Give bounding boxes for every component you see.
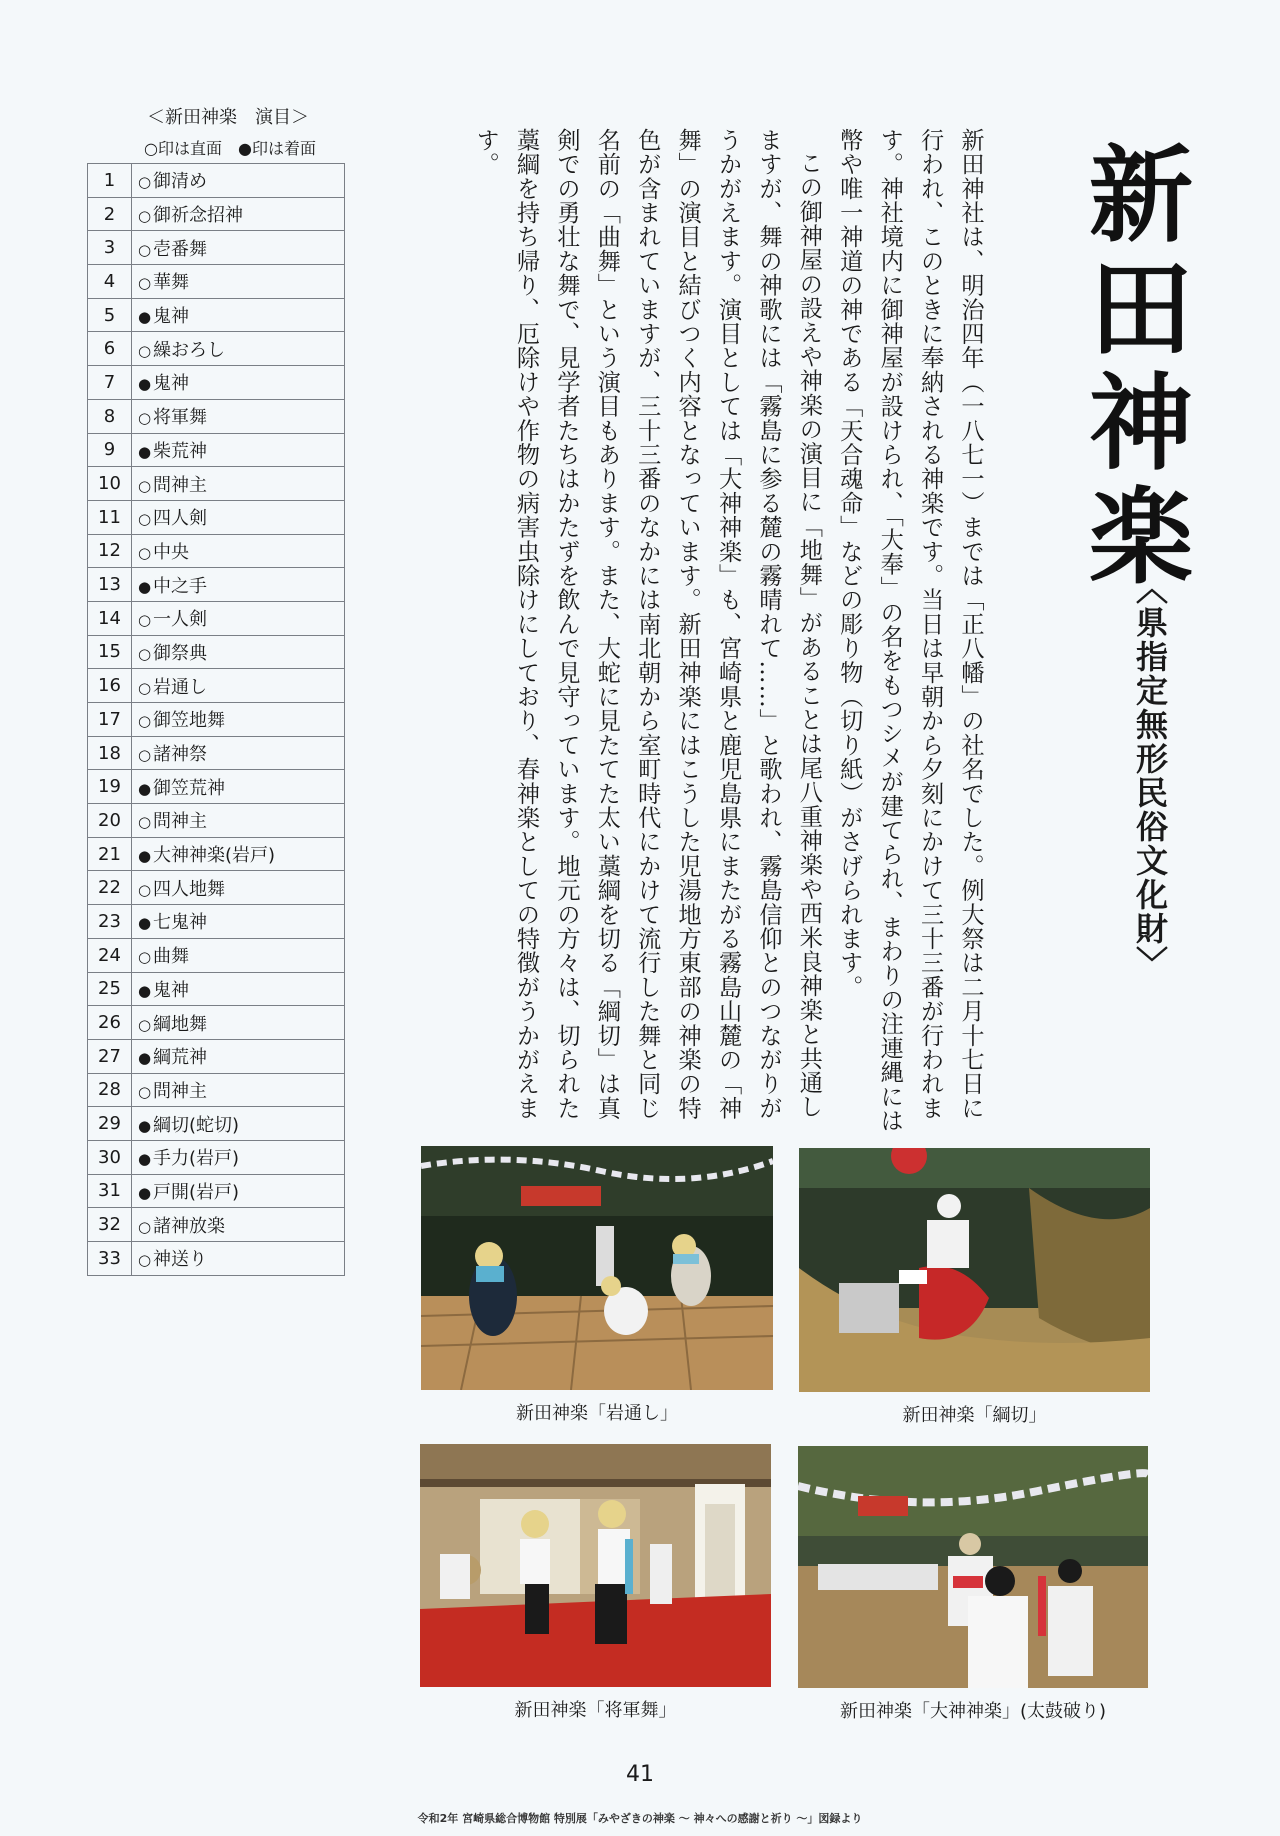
program-name: 手力(岩戸) xyxy=(153,1148,240,1170)
photo-caption: 新田神楽「将軍舞」 xyxy=(514,1700,677,1721)
program-name: 神送り xyxy=(153,1249,207,1271)
table-row xyxy=(88,467,345,501)
program-number: 33 xyxy=(88,1242,132,1276)
masked-mark-icon: ● xyxy=(137,779,152,798)
unmasked-mark-icon: ○ xyxy=(137,274,152,293)
program-name: 中央 xyxy=(153,541,189,563)
table-row xyxy=(88,366,345,400)
program-name: 鬼神 xyxy=(153,979,189,1001)
table-row xyxy=(88,265,345,299)
program-name: 柴荒神 xyxy=(153,440,207,462)
program-name-cell xyxy=(132,1107,345,1141)
program-name: 華舞 xyxy=(153,272,189,294)
program-name-cell xyxy=(132,534,345,568)
masked-mark-icon: ● xyxy=(137,308,152,327)
program-number: 31 xyxy=(88,1174,132,1208)
unmasked-mark-icon: ○ xyxy=(137,712,152,731)
page-number: 41 xyxy=(626,1762,654,1787)
masked-mark-icon: ● xyxy=(137,577,152,596)
program-number: 7 xyxy=(88,366,132,400)
program-name: 中之手 xyxy=(153,575,207,597)
table-row xyxy=(88,837,345,871)
masked-mark-icon: ● xyxy=(137,442,152,461)
program-name-cell xyxy=(132,972,345,1006)
program-name: 御笠地舞 xyxy=(153,710,225,732)
program-number: 23 xyxy=(88,905,132,939)
table-row xyxy=(88,332,345,366)
program-number: 9 xyxy=(88,433,132,467)
program-name-cell xyxy=(132,332,345,366)
article-paragraph: この御神屋の設えや神楽の演目に「地舞」があることは尾八重神楽や西米良神楽と共通しますが、舞の神歌には「霧島に参る麓の霧晴れて……」と歌われ、霧島信仰とのつながりがうかがえます。演目としては「大神神楽」も、宮崎県と鹿児島県にまたがる霧島山麓の「神舞」の演目と結びつく内容となっています。新田神楽にはこうした児湯地方東部の神楽の特色が含まれていますが、三十三番のなかには南北朝から室町時代にかけて流行した舞と同じ名前の「曲舞」という演目もあります。また、大蛇に見たてた太い藁綱を切る「綱切」は真剣での勇壮な舞で、見学者たちはかたずを飲んで見守っています。地元の方々は、切られた藁綱を持ち帰り、厄除けや作物の病害虫除けにしており、春神楽としての特徴がうかがえます。 xyxy=(472,128,823,1121)
unmasked-mark-icon: ○ xyxy=(137,813,152,832)
table-row xyxy=(88,433,345,467)
program-number: 30 xyxy=(88,1140,132,1174)
unmasked-mark-icon: ○ xyxy=(137,341,152,360)
table-row xyxy=(88,164,345,198)
page-title: 新田神楽 xyxy=(1071,140,1194,596)
program-name: 四人地舞 xyxy=(153,878,225,900)
program-name-cell xyxy=(132,568,345,602)
program-number: 15 xyxy=(88,635,132,669)
program-name-cell xyxy=(132,703,345,737)
table-row xyxy=(88,736,345,770)
program-number: 10 xyxy=(88,467,132,501)
masked-mark-icon: ● xyxy=(137,914,152,933)
masked-mark-icon: ● xyxy=(137,1049,152,1068)
table-row xyxy=(88,197,345,231)
program-name-cell xyxy=(132,871,345,905)
program-name-cell xyxy=(132,1039,345,1073)
program-number: 13 xyxy=(88,568,132,602)
program-name-cell xyxy=(132,366,345,400)
repertoire-legend: ○印は直面 ●印は着面 xyxy=(144,139,316,158)
program-name: 問神主 xyxy=(153,1080,207,1102)
program-name: 問神主 xyxy=(153,811,207,833)
table-row xyxy=(88,399,345,433)
program-name: 御祭典 xyxy=(153,642,207,664)
program-name: 綱切(蛇切) xyxy=(153,1114,240,1136)
photo-caption: 新田神楽「大神神楽」(太鼓破り) xyxy=(839,1701,1107,1722)
program-number: 25 xyxy=(88,972,132,1006)
table-row xyxy=(88,669,345,703)
unmasked-mark-icon: ○ xyxy=(137,1217,152,1236)
photo-tsunakiri xyxy=(799,1148,1150,1392)
program-name: 大神神楽(岩戸) xyxy=(153,845,276,867)
program-name-cell xyxy=(132,231,345,265)
masked-mark-icon: ● xyxy=(137,1183,152,1202)
program-name-cell xyxy=(132,1174,345,1208)
program-name-cell xyxy=(132,467,345,501)
program-name: 御祈念招神 xyxy=(153,205,243,227)
program-name-cell xyxy=(132,1006,345,1040)
program-name-cell xyxy=(132,265,345,299)
table-row xyxy=(88,938,345,972)
program-number: 24 xyxy=(88,938,132,972)
table-row xyxy=(88,1208,345,1242)
table-row xyxy=(88,1006,345,1040)
program-number: 5 xyxy=(88,298,132,332)
photo-daijin-kagura xyxy=(798,1446,1148,1688)
program-name: 戸開(岩戸) xyxy=(153,1181,240,1203)
program-name-cell xyxy=(132,837,345,871)
program-number: 26 xyxy=(88,1006,132,1040)
photo-iwadoshi xyxy=(421,1146,773,1390)
program-name: 曲舞 xyxy=(153,946,189,968)
program-number: 28 xyxy=(88,1073,132,1107)
program-name-cell xyxy=(132,1242,345,1276)
program-number: 32 xyxy=(88,1208,132,1242)
program-number: 22 xyxy=(88,871,132,905)
program-number: 12 xyxy=(88,534,132,568)
table-row xyxy=(88,1140,345,1174)
source-credit: 令和2年 宮崎県総合博物館 特別展「みやざきの神楽 ～ 神々への感謝と祈り ～」図録より xyxy=(417,1812,863,1825)
table-row xyxy=(88,568,345,602)
table-row xyxy=(88,1039,345,1073)
program-number: 1 xyxy=(88,164,132,198)
program-number: 11 xyxy=(88,500,132,534)
program-name-cell xyxy=(132,433,345,467)
program-name: 岩通し xyxy=(153,676,207,698)
program-number: 27 xyxy=(88,1039,132,1073)
program-name-cell xyxy=(132,938,345,972)
table-row xyxy=(88,534,345,568)
program-number: 18 xyxy=(88,736,132,770)
program-name: 壱番舞 xyxy=(153,238,207,260)
program-name: 綱荒神 xyxy=(153,1047,207,1069)
program-number: 6 xyxy=(88,332,132,366)
program-name-cell xyxy=(132,669,345,703)
program-name: 御笠荒神 xyxy=(153,777,225,799)
table-row xyxy=(88,231,345,265)
program-name-cell xyxy=(132,1208,345,1242)
masked-mark-icon: ● xyxy=(137,981,152,1000)
table-row xyxy=(88,298,345,332)
table-row xyxy=(88,1242,345,1276)
unmasked-mark-icon: ○ xyxy=(137,678,152,697)
unmasked-mark-icon: ○ xyxy=(137,746,152,765)
program-name: 一人剣 xyxy=(153,609,207,631)
table-row xyxy=(88,1073,345,1107)
unmasked-mark-icon: ○ xyxy=(137,173,152,192)
designation-subtitle: 〈県指定無形民俗文化財〉 xyxy=(1131,572,1169,980)
table-row xyxy=(88,871,345,905)
program-name: 七鬼神 xyxy=(153,912,207,934)
program-name-cell xyxy=(132,635,345,669)
unmasked-mark-icon: ○ xyxy=(137,240,152,259)
program-number: 17 xyxy=(88,703,132,737)
unmasked-mark-icon: ○ xyxy=(137,611,152,630)
unmasked-mark-icon: ○ xyxy=(137,644,152,663)
repertoire-table xyxy=(87,163,345,1276)
program-number: 29 xyxy=(88,1107,132,1141)
program-name: 諸神放楽 xyxy=(153,1215,225,1237)
program-name: 鬼神 xyxy=(153,306,189,328)
table-row xyxy=(88,500,345,534)
program-number: 14 xyxy=(88,601,132,635)
program-name-cell xyxy=(132,905,345,939)
program-name: 繰おろし xyxy=(153,339,225,361)
program-name-cell xyxy=(132,197,345,231)
program-name-cell xyxy=(132,770,345,804)
program-name-cell xyxy=(132,164,345,198)
program-number: 20 xyxy=(88,804,132,838)
table-row xyxy=(88,635,345,669)
program-name-cell xyxy=(132,601,345,635)
photo-caption: 新田神楽「綱切」 xyxy=(902,1405,1047,1426)
unmasked-mark-icon: ○ xyxy=(137,476,152,495)
program-number: 21 xyxy=(88,837,132,871)
unmasked-mark-icon: ○ xyxy=(137,510,152,529)
program-name: 問神主 xyxy=(153,474,207,496)
program-number: 8 xyxy=(88,399,132,433)
table-row xyxy=(88,1174,345,1208)
table-row xyxy=(88,972,345,1006)
masked-mark-icon: ● xyxy=(137,1116,152,1135)
program-number: 2 xyxy=(88,197,132,231)
program-number: 3 xyxy=(88,231,132,265)
photo-caption: 新田神楽「岩通し」 xyxy=(516,1403,678,1424)
program-name: 四人剣 xyxy=(153,508,207,530)
table-row xyxy=(88,770,345,804)
program-name-cell xyxy=(132,298,345,332)
repertoire-heading: ＜新田神楽 演目＞ xyxy=(147,107,309,128)
program-number: 19 xyxy=(88,770,132,804)
program-name-cell xyxy=(132,500,345,534)
program-name: 御清め xyxy=(153,171,207,193)
unmasked-mark-icon: ○ xyxy=(137,1015,152,1034)
photo-shogunmai xyxy=(420,1444,771,1687)
table-row xyxy=(88,601,345,635)
program-name-cell xyxy=(132,736,345,770)
unmasked-mark-icon: ○ xyxy=(137,948,152,967)
table-row xyxy=(88,804,345,838)
program-name: 鬼神 xyxy=(153,373,189,395)
table-row xyxy=(88,703,345,737)
table-row xyxy=(88,905,345,939)
masked-mark-icon: ● xyxy=(137,847,152,866)
unmasked-mark-icon: ○ xyxy=(137,207,152,226)
table-row xyxy=(88,1107,345,1141)
program-name: 将軍舞 xyxy=(153,407,207,429)
program-name-cell xyxy=(132,1140,345,1174)
unmasked-mark-icon: ○ xyxy=(137,1251,152,1270)
masked-mark-icon: ● xyxy=(137,1150,152,1169)
program-number: 16 xyxy=(88,669,132,703)
unmasked-mark-icon: ○ xyxy=(137,880,152,899)
program-name: 綱地舞 xyxy=(153,1013,207,1035)
masked-mark-icon: ● xyxy=(137,375,152,394)
program-name-cell xyxy=(132,1073,345,1107)
unmasked-mark-icon: ○ xyxy=(137,409,152,428)
program-name: 諸神祭 xyxy=(153,744,207,766)
program-name-cell xyxy=(132,804,345,838)
program-number: 4 xyxy=(88,265,132,299)
unmasked-mark-icon: ○ xyxy=(137,1082,152,1101)
article-paragraph: 新田神社は、明治四年（一八七一）までは「正八幡」の社名でした。例大祭は二月十七日に行われ、このときに奉納される神楽です。当日は早朝から夕刻にかけて三十三番が行われます。神社境内に御神屋が設けられ、「大奉」の名をもつシメが建てられ、まわりの注連縄には幣や唯一神道の神である「天合魂命」などの彫り物（切り紙）がさげられます。 xyxy=(835,128,984,1133)
program-name-cell xyxy=(132,399,345,433)
unmasked-mark-icon: ○ xyxy=(137,543,152,562)
